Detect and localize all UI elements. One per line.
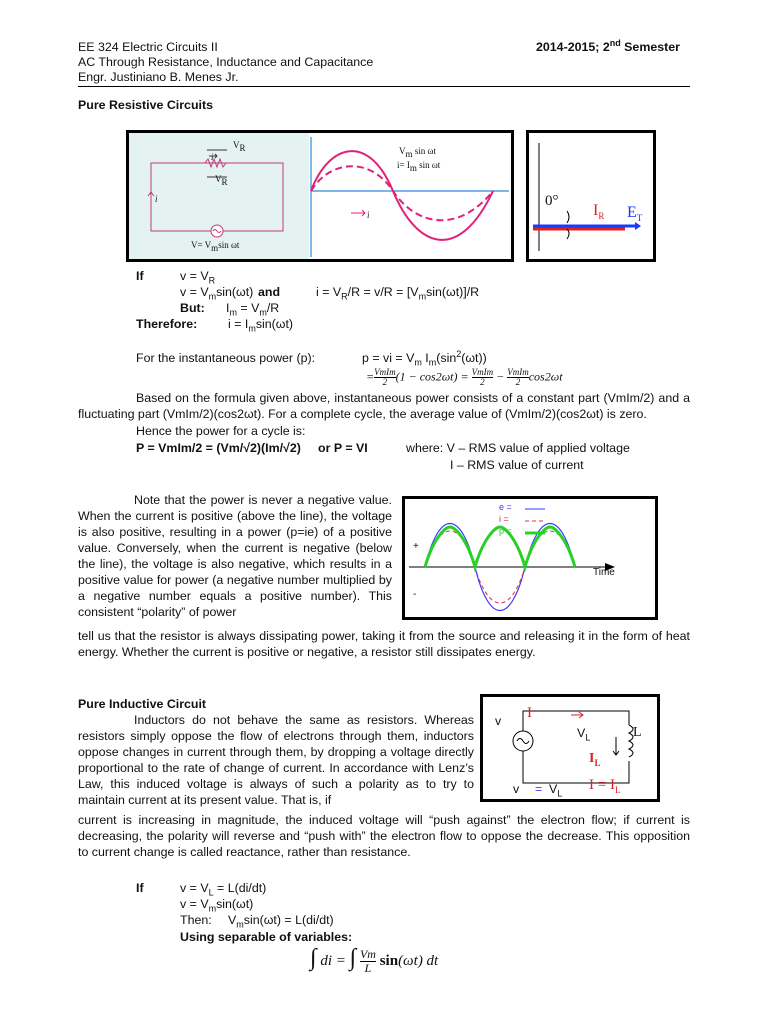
resistive-figure bbox=[126, 130, 514, 262]
if-label: If bbox=[136, 269, 144, 283]
legend-p: p = bbox=[499, 526, 512, 536]
inductor-il-label: $I_L$ bbox=[589, 751, 601, 768]
label-vr2: $V_R$ bbox=[215, 174, 228, 187]
separable-label: Using separable of variables: bbox=[180, 930, 353, 944]
power-eq: p = vi = $V_m$ $I_m(\sin^2(\omega t))$ bbox=[362, 348, 487, 368]
phasor-ir: $I_R$ bbox=[593, 202, 605, 222]
minus-sign: - bbox=[413, 589, 417, 600]
where-v: where: V – RMS value of applied voltage bbox=[406, 441, 630, 455]
inductor-i-label: I bbox=[527, 705, 532, 721]
author: Engr. Justiniano B. Menes Jr. bbox=[78, 70, 239, 84]
power-expansion: = VmIm 2 (1 − cos2ωt) = VmIm 2 − VmIm 2 cos2ωt bbox=[366, 367, 563, 387]
inductor-circuit bbox=[483, 697, 657, 799]
legend-e: e = bbox=[499, 502, 512, 512]
p-formula: P = VmIm/2 = (Vm/√2)(Im/√2) bbox=[136, 441, 301, 455]
legend-i-power: i = bbox=[499, 514, 509, 524]
inductor-v2-label: v bbox=[513, 782, 520, 796]
topic-title: AC Through Resistance, Inductance and Capacitance bbox=[78, 55, 374, 69]
label-source: $V= V_m\sin$ ωt bbox=[191, 240, 240, 253]
eq-then: $V_m\sin(\omega t) = L(di/dt)$ bbox=[228, 913, 334, 930]
legend-v: $V_m$ sin ωt bbox=[399, 146, 436, 159]
inductor-paragraph: Inductors do not behave the same as resistors. Whereas resistors simply oppose the flow of electrons through them, inductors oppose changes in current through them, by dropping a voltage directly proportional to the rate of change of current. In accordance with Lenz’s Law, this induced voltage is always of such a polarity as to try to maintain current at its present value. That is, if bbox=[78, 713, 474, 807]
eq-v-vl: $v = V_L = L(di/dt)$ bbox=[180, 881, 267, 898]
section-title-resistive: Pure Resistive Circuits bbox=[78, 98, 213, 112]
resistive-circuit-waveform bbox=[129, 133, 511, 259]
eq-v-vr: $v = V_R$ bbox=[180, 269, 216, 286]
eq-i: $i = V_R/R = v/R = [V_m\sin(\omega t)]/R$ bbox=[316, 285, 480, 302]
power-paragraph: Based on the formula given above, instantaneous power consists of a constant part (VmIm/2) and a fluctuating part (VmIm/2)(cos2ωt). For a complete cycle, the average value of (VmIm/2)(cos2ωt) is zero. bbox=[78, 391, 690, 421]
plus-sign: + bbox=[413, 541, 419, 552]
label-i-left: i bbox=[155, 194, 158, 204]
or-p: or P = VI bbox=[318, 441, 368, 455]
inductor-figure bbox=[480, 694, 660, 802]
polarity-paragraph-cont: tell us that the resistor is always dissipating power, taking it from the source and releasing it in the form of heat energy. Whether the current is positive or negative, a resistor still dissipates energy. bbox=[78, 629, 690, 659]
then-label: Then: bbox=[180, 913, 212, 927]
eq-v-vm-ind: $v = V_m\sin(\omega t)$ bbox=[180, 897, 254, 914]
phasor-angle: 0° bbox=[545, 193, 559, 209]
polarity-paragraph: Note that the power is never a negative value. When the current is positive (above the line), the voltage is also positive, resulting in a power (p=ie) of a positive value. Conversely, when the current is negative (below the line), the voltage is also negative, which results in a positive value for power (a negative number multiplied by a negative number equals a positive number). This consistent “polarity” of power bbox=[78, 493, 392, 619]
therefore-label: Therefore: bbox=[136, 317, 198, 331]
eq-v-vm: $v = V_m\sin(\omega t)$ bbox=[180, 285, 254, 302]
time-label: Time bbox=[593, 567, 615, 578]
but-label: But: bbox=[180, 301, 205, 315]
inductor-eq-label: = bbox=[535, 782, 543, 796]
inductor-vl-label: $V_L$ bbox=[577, 726, 591, 743]
phasor-figure bbox=[526, 130, 656, 262]
inductor-l-label: L bbox=[633, 725, 642, 740]
course-title: EE 324 Electric Circuits II bbox=[78, 40, 218, 54]
label-i-top: i bbox=[211, 152, 214, 162]
eq-im: $I_m = V_m/R$ bbox=[226, 301, 280, 318]
where-i: I – RMS value of current bbox=[450, 458, 584, 472]
hence-text: Hence the power for a cycle is: bbox=[136, 424, 306, 438]
power-waveform-figure bbox=[402, 496, 658, 620]
label-arrow-i: i bbox=[367, 210, 370, 220]
term bbox=[536, 37, 680, 55]
section-title-inductive: Pure Inductive Circuit bbox=[78, 697, 207, 711]
phasor-et: $E_T$ bbox=[627, 204, 643, 224]
term-text: 2014-2015; 2nd Semester bbox=[536, 37, 680, 54]
inductor-vl2-label: $V_L$ bbox=[549, 782, 563, 799]
header-rule bbox=[78, 86, 690, 87]
integral-equation: ∫ di = ∫ $\frac{Vm}{L} \sin(\omega t)$ dt bbox=[310, 945, 439, 976]
inductor-paragraph-cont: current is increasing in magnitude, the induced voltage will “push against” the electron flow; if current is decreasing, the polarity will reverse and “push with” the electron flow to oppose the decrease. This opposition to current change is called reactance, rather than resistance. bbox=[78, 813, 690, 859]
inductor-i-eq-label: $I = I_L$ bbox=[589, 777, 621, 795]
power-intro: For the instantaneous power (p): bbox=[136, 351, 316, 365]
label-vr: $V_R$ bbox=[233, 140, 246, 153]
and-label: and bbox=[258, 285, 281, 299]
legend-i: $i= I_m$ sin ωt bbox=[397, 160, 441, 173]
power-waveform bbox=[405, 499, 655, 617]
inductor-if-label: If bbox=[136, 881, 144, 895]
eq-i-im: $i = I_m\sin(\omega t)$ bbox=[228, 317, 294, 334]
inductor-v-label: v bbox=[495, 714, 502, 728]
